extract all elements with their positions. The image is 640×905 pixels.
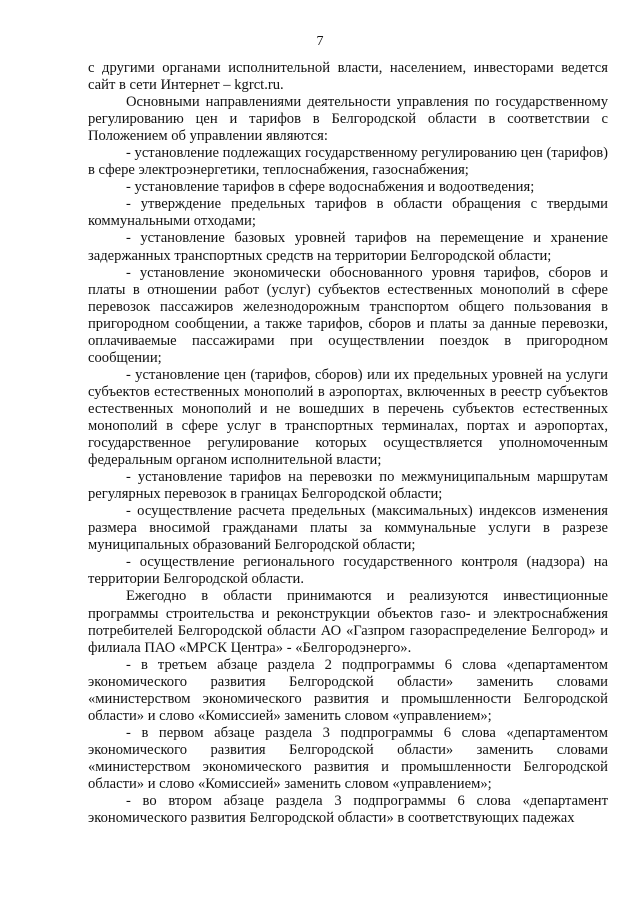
list-item-regional-control: - осуществление регионального государственного контроля (надзора) на территории Белгородской области. <box>88 554 608 588</box>
list-item-utility-indices: - осуществление расчета предельных (максимальных) индексов изменения размера вносимой гражданами платы за коммунальные услуги в разрезе муниципальных образований Белгородской области; <box>88 503 608 554</box>
list-item-railway-tariffs: - установление экономически обоснованного уровня тарифов, сборов и платы в отношении работ (услуг) субъектов естественных монополий в сфере перевозок пассажиров железнодорожным транспортом общего пользования в пригородном сообщении, а также тарифов, сборов и платы за данные перевозки, оплачиваемые пассажирами при осуществлении поездок в пригородном сообщении; <box>88 264 608 366</box>
document-body <box>88 60 608 827</box>
list-item-intermunicipal-routes: - установление тарифов на перевозки по межмуниципальным маршрутам регулярных перевозок в границах Белгородской области; <box>88 469 608 503</box>
list-item-vehicle-storage-tariffs: - установление базовых уровней тарифов на перемещение и хранение задержанных транспортных средств на территории Белгородской области; <box>88 230 608 264</box>
paragraph-investment-programs: Ежегодно в области принимаются и реализуются инвестиционные программы строительства и реконструкции объектов газо- и электроснабжения потребителей Белгородской области АО «Газпром газораспределение Белгород» и филиала ПАО «МРСК Центра» - «Белгородэнерго». <box>88 588 608 656</box>
list-item-electricity-tariffs: - установление подлежащих государственному регулированию цен (тарифов) в сфере электроэнергетики, теплоснабжения, газоснабжения; <box>88 145 608 179</box>
paragraph-main-directions: Основными направлениями деятельности управления по государственному регулированию цен и тарифов в Белгородской области в соответствии с Положением об управлении являются: <box>88 94 608 145</box>
list-item-waste-tariffs: - утверждение предельных тарифов в области обращения с твердыми коммунальными отходами; <box>88 196 608 230</box>
amendment-item-1: - в третьем абзаце раздела 2 подпрограммы 6 слова «департаментом экономического развития Белгородской области» заменить словами «министерством экономического развития и промышленности Белгородской области» и слово «Комиссией» заменить словом «управлением»; <box>88 656 608 724</box>
paragraph-continuation: с другими органами исполнительной власти, населением, инвесторами ведется сайт в сети Интернет – kgrct.ru. <box>88 60 608 94</box>
amendment-item-3: - во втором абзаце раздела 3 подпрограммы 6 слова «департамент экономического развития Белгородской области» в соответствующих падежах <box>88 793 608 827</box>
amendment-item-2: - в первом абзаце раздела 3 подпрограммы 6 слова «департаментом экономического развития Белгородской области» заменить словами «министерством экономического развития и промышленности Белгородской области» и слово «Комиссией» заменить словом «управлением»; <box>88 724 608 792</box>
list-item-airport-tariffs: - установление цен (тарифов, сборов) или их предельных уровней на услуги субъектов естественных монополий в аэропортах, включенных в реестр субъектов естественных монополий и не вошедших в перечень субъектов естественных монополий в сфере услуг в транспортных терминалах, портах и аэропортах, государственное регулирование которых осуществляется уполномоченным федеральным органом исполнительной власти; <box>88 366 608 469</box>
page-number: 7 <box>316 34 324 49</box>
list-item-water-tariffs: - установление тарифов в сфере водоснабжения и водоотведения; <box>126 179 535 196</box>
